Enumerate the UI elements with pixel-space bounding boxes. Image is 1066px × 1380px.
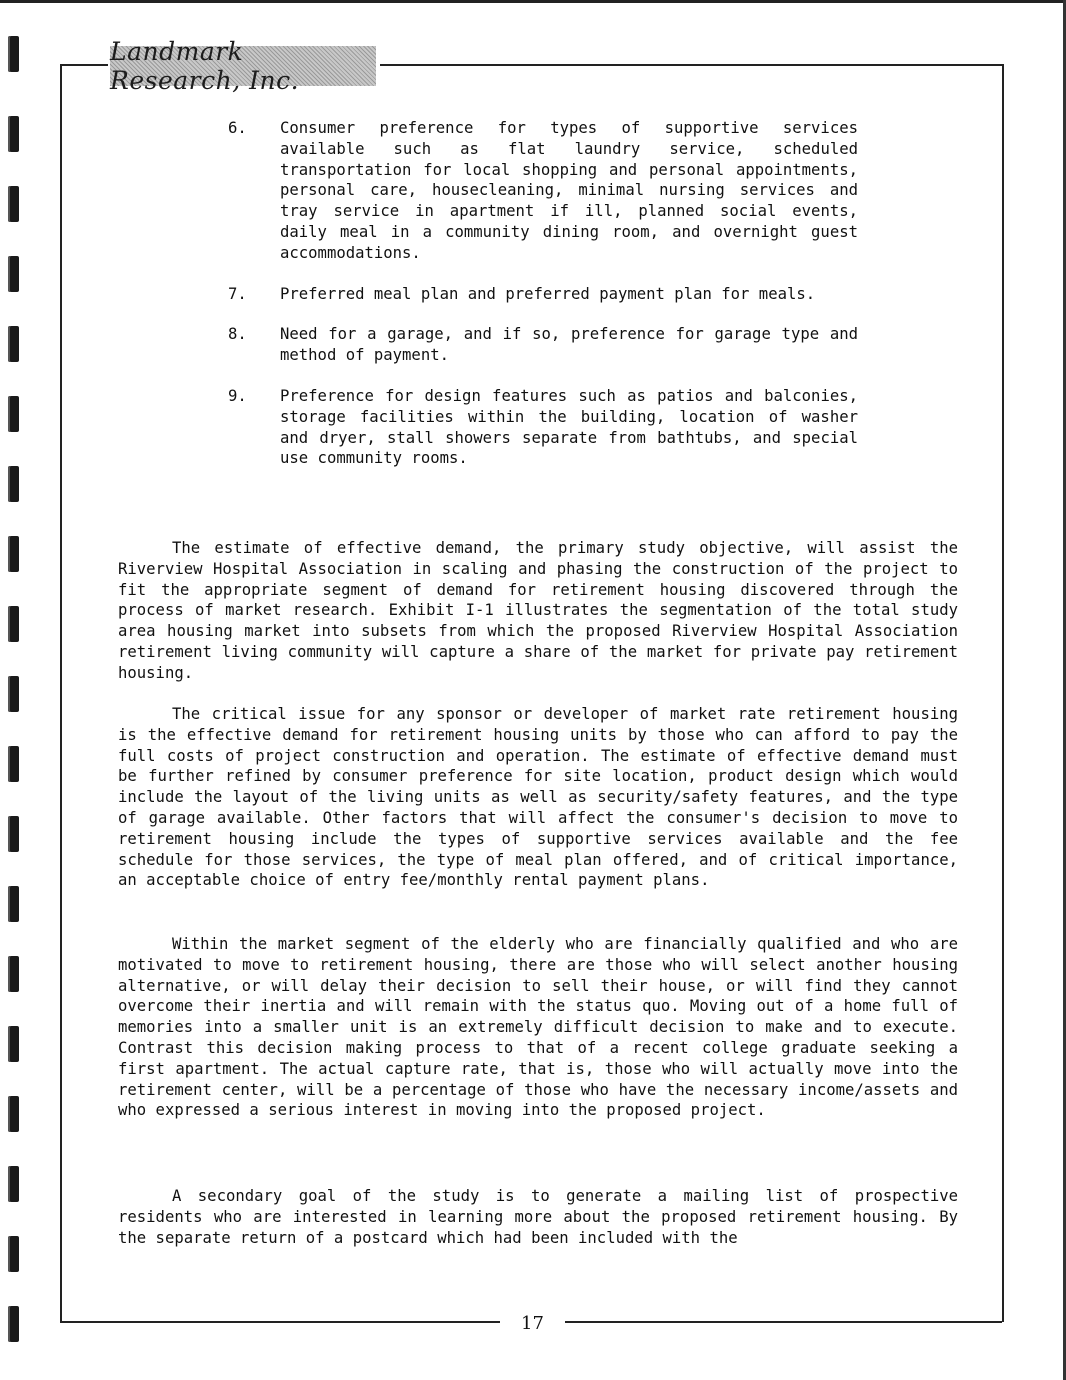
body-paragraph: A secondary goal of the study is to generate a mailing list of prospective residents who are interested in learning more about the proposed retirement housing. By the separate return of a postcard which had been included with the	[118, 1187, 958, 1247]
binding-hole	[8, 116, 19, 152]
binding-holes	[8, 30, 20, 1370]
list-item-text: Consumer preference for types of supportive services available such as flat laundry service, scheduled transportation for local shopping and personal appointments, personal care, housecleaning, minimal nursing services and tray service in apartment if ill, planned social events, daily meal in a community dining room, and overnight guest accommodations.	[280, 119, 858, 262]
binding-hole	[8, 676, 19, 712]
list-item-number: 6.	[228, 119, 247, 137]
binding-hole	[8, 1306, 19, 1342]
binding-hole	[8, 256, 19, 292]
logo-text: Landmark Research, Inc.	[110, 37, 300, 95]
list-item-number: 8.	[228, 325, 247, 344]
binding-hole	[8, 606, 19, 642]
binding-hole	[8, 746, 19, 782]
top-edge-rule	[0, 0, 1066, 3]
list-item-text: Preferred meal plan and preferred payment plan for meals.	[280, 284, 816, 303]
binding-hole	[8, 1166, 19, 1202]
binding-hole	[8, 956, 19, 992]
binding-hole	[8, 816, 19, 852]
frame-bottom-rule	[565, 1321, 1002, 1323]
list-item	[228, 118, 858, 264]
binding-hole	[8, 396, 19, 432]
body-paragraph: The critical issue for any sponsor or developer of market rate retirement housing is the effective demand for retirement housing units by those who can afford to pay the full costs of project construction and operation. The estimate of effective demand must be further refined by consumer preference for site location, product design which would include the layout of the living units as well as security/safety features, and the type of garage available. Other factors that will affect the consumer's decision to move to retirement housing include the types of supportive services available and the fee schedule for those services, the type of meal plan offered, and of critical importance, an acceptable choice of entry fee/monthly rental payment plans.	[118, 705, 958, 890]
binding-hole	[8, 886, 19, 922]
company-logo	[110, 37, 376, 95]
list-item	[228, 284, 858, 305]
binding-hole	[8, 186, 19, 222]
binding-hole	[8, 326, 19, 362]
binding-hole	[8, 1096, 19, 1132]
binding-hole	[8, 1236, 19, 1272]
list-item-number: 7.	[228, 284, 247, 303]
binding-hole	[8, 1026, 19, 1062]
numbered-list	[228, 118, 858, 489]
body-paragraph: The estimate of effective demand, the primary study objective, will assist the Riverview Hospital Association in scaling and phasing the construction of the project to fit the appropriate segment of demand for retirement housing discovered through the process of market research. Exhibit I-1 illustrates the segmentation of the total study area housing market into subsets from which the proposed Riverview Hospital Association retirement living community will capture a share of the market for private pay retirement housing.	[118, 539, 958, 682]
binding-hole	[8, 536, 19, 572]
list-item	[228, 324, 858, 366]
list-item	[228, 386, 858, 469]
binding-hole	[8, 36, 19, 72]
frame-top-rule	[60, 64, 108, 66]
page-number: 17	[521, 1313, 544, 1334]
body-paragraph: Within the market segment of the elderly who are financially qualified and who are motivated to move to retirement housing, there are those who will select another housing alternative, or will delay their decision to sell their house, or will find they cannot overcome their inertia and will remain with the status quo. Moving out of a home full of memories into a smaller unit is an extremely difficult decision to make and to execute. Contrast this decision making process to that of a recent college graduate seeking a first apartment. The actual capture rate, that is, those who will actually move into the retirement center, will be a percentage of those who have the necessary income/assets and who expressed a serious interest in moving into the proposed project.	[118, 935, 958, 1120]
list-item-number: 9.	[228, 386, 247, 405]
list-item-text: Need for a garage, and if so, preference for garage type and method of payment.	[280, 325, 858, 365]
frame-bottom-rule	[60, 1321, 500, 1323]
frame-top-rule	[380, 64, 1002, 66]
list-item-text: Preference for design features such as patios and balconies, storage facilities within the building, location of washer and dryer, stall showers separate from bathtubs, and special use community rooms.	[280, 386, 858, 468]
binding-hole	[8, 466, 19, 502]
